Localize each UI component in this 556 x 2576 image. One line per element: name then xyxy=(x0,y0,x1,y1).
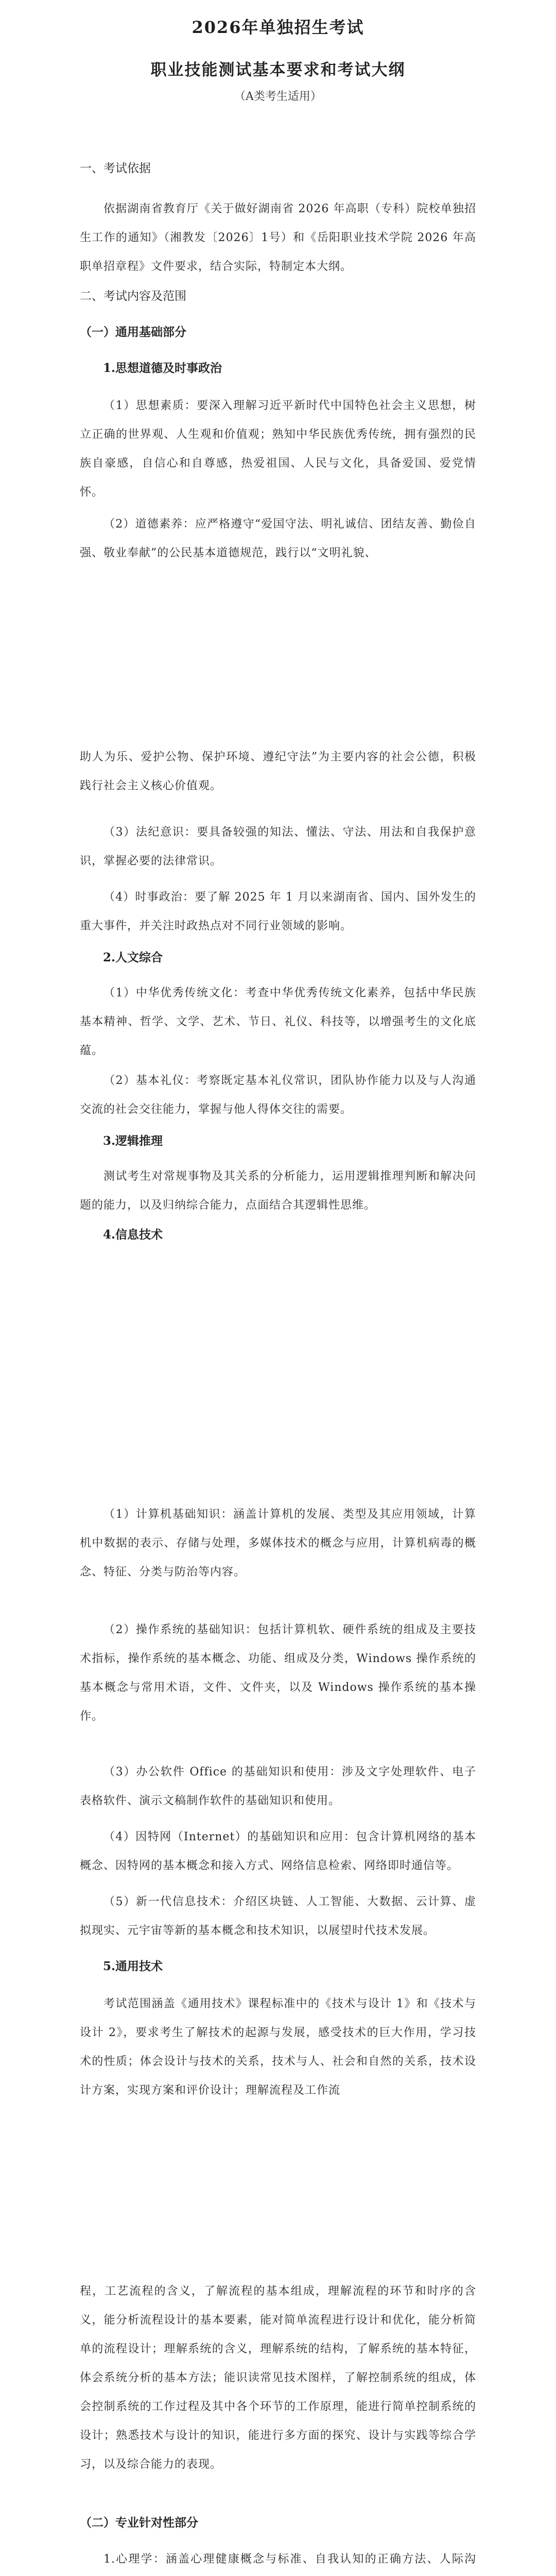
section-2b-heading: （二）专业针对性部分 xyxy=(80,2516,198,2530)
document-subtitle: （A类考生适用） xyxy=(234,90,322,103)
paragraph-general-tech-start: 考试范围涵盖《通用技术》课程标准中的《技术与设计 1》和《技术与设计 2》，要求考生了解技术的起源与发展，感受技术的巨大作用，学习技术的性质；体会设计与技术的关系，技术与人、社会和自然的关系，技术设计方案，实现方案和评价设计；理解流程及工作流 xyxy=(80,1997,476,2097)
document-title-year: 2026年单独招生考试 xyxy=(192,18,364,37)
section-2a4-heading: 4.信息技术 xyxy=(103,1228,163,1242)
section-2a-heading: （一）通用基础部分 xyxy=(80,325,186,339)
paragraph-computer-basics: （1）计算机基础知识：涵盖计算机的发展、类型及其应用领域，计算机中数据的表示、存储与处理，多媒体技术的概念与应用，计算机病毒的概念、特征、分类与防治等内容。 xyxy=(80,1508,476,1579)
paragraph-culture: （1）中华优秀传统文化：考查中华优秀传统文化素养，包括中华民族基本精神、哲学、文学、艺术、节日、礼仪、科技等，以增强考生的文化底蕴。 xyxy=(80,987,476,1057)
paragraph-etiquette: （2）基本礼仪：考察既定基本礼仪常识，团队协作能力以及与人沟通交流的社会交往能力，掌握与他人得体交往的需要。 xyxy=(80,1074,476,1116)
section-2-heading: 二、考试内容及范围 xyxy=(80,290,186,303)
paragraph-general-tech-cont: 程，工艺流程的含义，了解流程的基本组成，理解流程的环节和时序的含义，能分析流程设计的基本要素，能对简单流程进行设计和优化，能分析简单的流程设计；理解系统的含义，理解系统的结构，了解系统的基本特征，体会系统分析的基本方法；能识读常见技术图样，了解控制系统的组成，体会控制系统的工作过程及其中各个环节的工作原理，能进行简单控制系统的设计；熟悉技术与设计的知识，能进行多方面的探究、设计与实践等综合学习，以及综合能力的表现。 xyxy=(80,2285,476,2471)
document-title-main: 职业技能测试基本要求和考试大纲 xyxy=(150,61,406,79)
paragraph-morality-start: （2）道德素养：应严格遵守“爱国守法、明礼诚信、团结友善、勤俭自强、敬业奉献”的公民基本道德规范，践行以“文明礼貌、 xyxy=(80,518,476,560)
paragraph-operating-system: （2）操作系统的基础知识：包括计算机软、硬件系统的组成及主要技术指标，操作系统的基本概念、功能、组成及分类，Windows 操作系统的基本概念与常用术语，文件、文件夹，以及 Windows 操作系统的基本操作。 xyxy=(80,1623,476,1723)
section-2a3-heading: 3.逻辑推理 xyxy=(103,1134,163,1148)
section-2a5-heading: 5.通用技术 xyxy=(103,1959,163,1973)
paragraph-ideology: （1）思想素质：要深入理解习近平新时代中国特色社会主义思想，树立正确的世界观、人生观和价值观；熟知中华民族优秀传统，拥有强烈的民族自豪感，自信心和自尊感，热爱祖国、人民与文化，具备爱国、爱党情怀。 xyxy=(80,399,476,499)
paragraph-law: （3）法纪意识：要具备较强的知法、懂法、守法、用法和自我保护意识，掌握必要的法律常识。 xyxy=(80,826,476,868)
paragraph-logic: 测试考生对常规事物及其关系的分析能力，运用逻辑推理判断和解决问题的能力，以及归纳综合能力，点面结合其逻辑性思维。 xyxy=(80,1170,476,1212)
paragraph-psychology: 1.心理学：涵盖心理健康概念与标准、自我认知的正确方法、人际沟 xyxy=(103,2553,476,2566)
paragraph-current-affairs: （4）时事政治：要了解 2025 年 1 月以来湖南省、国内、国外发生的重大事件，并关注时政热点对不同行业领域的影响。 xyxy=(80,891,476,933)
paragraph-internet: （4）因特网（Internet）的基础知识和应用：包含计算机网络的基本概念、因特网的基本概念和接入方式、网络信息检索、网络即时通信等。 xyxy=(80,1831,476,1872)
section-2a2-heading: 2.人文综合 xyxy=(103,951,163,964)
section-1-heading: 一、考试依据 xyxy=(80,162,151,175)
paragraph-office: （3）办公软件 Office 的基础知识和使用：涉及文字处理软件、电子表格软件、演示文稿制作软件的基础知识和使用。 xyxy=(80,1766,476,1807)
paragraph-morality-cont: 助人为乐、爱护公物、保护环境、遵纪守法”为主要内容的社会公德，积极践行社会主义核心价值观。 xyxy=(80,751,476,792)
section-1-paragraph: 依据湖南省教育厅《关于做好湖南省 2026 年高职（专科）院校单独招生工作的通知》（湘教发〔2026〕1号）和《岳阳职业技术学院 2026 年高职单招章程》文件要求，结合实际，特制定本大纲。 xyxy=(80,202,476,273)
paragraph-new-it: （5）新一代信息技术：介绍区块链、人工智能、大数据、云计算、虚拟现实、元宇宙等新的基本概念和技术知识，以展望时代技术发展。 xyxy=(80,1895,476,1937)
section-2a1-heading: 1.思想道德及时事政治 xyxy=(103,361,222,375)
